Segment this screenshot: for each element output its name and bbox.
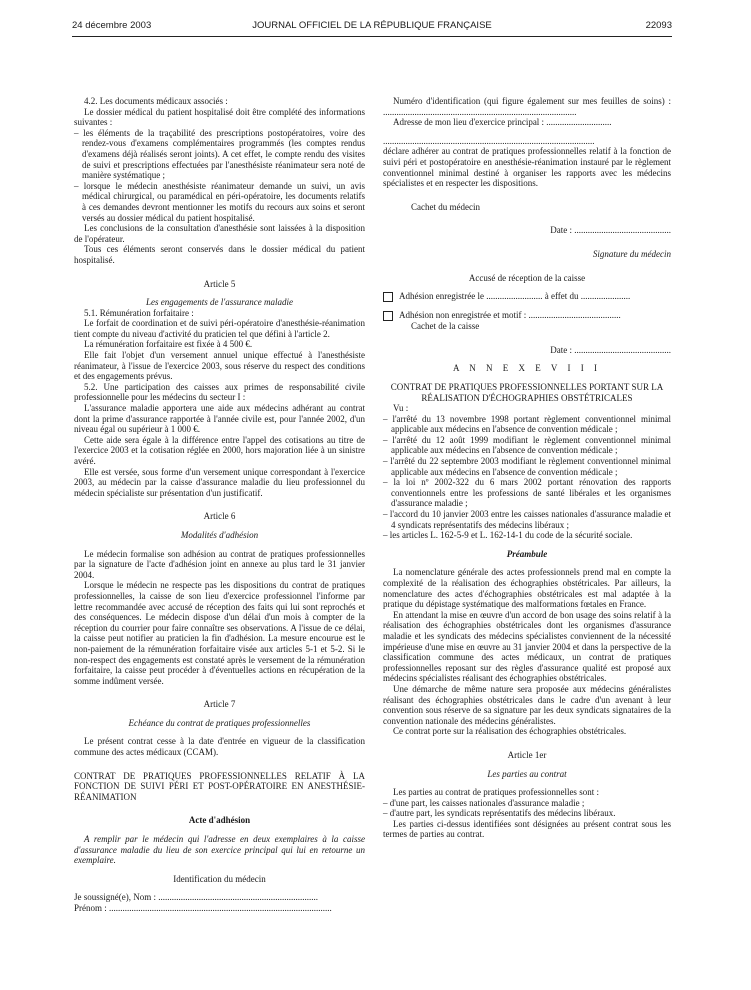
vu-item: – l'arrêté du 22 septembre 2003 modifiant le règlement conventionnel minimal applicable aux médecins en l'absence de convention médicale ; <box>383 456 671 477</box>
paragraph: Lorsque le médecin ne respecte pas les dispositions du contrat de pratiques professionnelles, la caisse de son lieu d'exercice professionnel l'informe par lettre recommandée avec accusé de réception des faits qui lui sont reprochés et des conséquences. Le médecin dispose d'un délai d'un mois à compter de la réception du courrier pour faire connaître ses observations. A l'issue de ce délai, la caisse peut notifier au praticien la fin d'adhésion. La mesure encourue est le non-paiement de la rémunération forfaitaire visée aux articles 5-1 et 5-2. Si le non-respect des engagements est constaté après le versement de la rémunération forfaitaire, la caisse peut procéder à d'éventuelles actions en récupération de la somme indûment versée. <box>74 580 365 686</box>
vu-item: – les articles L. 162-5-9 et L. 162-14-1 du code de la sécurité sociale. <box>383 530 633 541</box>
paragraph: Elle fait l'objet d'un versement annuel unique effectué à l'anesthésiste réanimateur, à l'issue de l'exercice 2003, sous réserve du respect des conditions et des engagements prévus. <box>74 350 365 382</box>
article-6-title: Article 6 <box>203 511 236 522</box>
paragraph: Le médecin formalise son adhésion au contrat de pratiques professionnelles par la signature de l'acte d'adhésion joint en annexe au plus tard le 31 janvier 2004. <box>74 548 365 580</box>
date-field[interactable]: Date : ........................................... <box>550 344 671 355</box>
contract-title: CONTRAT DE PRATIQUES PROFESSIONNELLES RELATIF À LA FONCTION DE SUIVI PÉRI ET POST-OPÉRATOIRE EN ANESTHÉSIE-RÉANIMATION <box>74 770 365 802</box>
nom-field[interactable]: Je soussigné(e), Nom : ....................................................................... <box>74 892 318 903</box>
article-7-title: Article 7 <box>203 699 236 710</box>
article-5-subtitle: Les engagements de l'assurance maladie <box>146 297 293 308</box>
paragraph: Les parties au contrat de pratiques professionnelles sont : <box>393 787 599 798</box>
section-5-1-title: 5.1. Rémunération forfaitaire : <box>84 307 194 318</box>
checkbox-label: Adhésion enregistrée le ......................... à effet du ...................... <box>399 291 631 302</box>
vu-item: – la loi nº 2002-322 du 6 mars 2002 portant rénovation des rapports conventionnels entre les professions de santé libérales et les organismes d'assurance maladie ; <box>383 477 671 509</box>
paragraph: Tous ces éléments seront conservés dans le dossier médical du patient hospitalisé. <box>74 244 365 265</box>
bullet-item: – les éléments de la traçabilité des prescriptions postopératoires, voire des rendez-vous d'examens complémentaires programmés (les comptes rendus d'examens déjà réalisés seront joints). A cet effet, le compte rendu des visites de suivi et prescriptions effectuées par l'anesthésiste réanimateur sera noté de manière systématique ; <box>74 127 365 181</box>
prenom-field[interactable]: Prénom : ................................................................................................... <box>74 903 332 913</box>
adhesion-non-enregistree-option[interactable] <box>383 310 671 321</box>
vu-label: Vu : <box>393 403 409 414</box>
paragraph: Le dossier médical du patient hospitalisé doit être complété des informations suivantes : <box>74 106 365 128</box>
cachet-caisse-label: Cachet de la caisse <box>411 321 480 332</box>
paragraph: Ce contrat porte sur la réalisation des échographies obstétricales. <box>393 726 627 737</box>
paragraph: Une démarche de même nature sera proposée aux médecins généralistes réalisant des échographies obstétricales dans le cadre d'un avenant à leur convention sous réserve de sa signature par les deux syndicats signataires de la convention nationale des médecins généralistes. <box>383 683 671 726</box>
adhesion-enregistree-option[interactable] <box>383 291 671 302</box>
declaration-text: déclare adhérer au contrat de pratiques professionnelles relatif à la fonction de suivi péri et postopératoire en anesthésie-réanimation instauré par le règlement conventionnel minimal destiné à organiser les rapports avec les médecins spécialistes et en respecter les dispositions. <box>383 146 671 189</box>
paragraph: Les conclusions de la consultation d'anesthésie sont laissées à la disposition de l'opérateur. <box>74 223 365 244</box>
annexe-viii-title: A N N E X E V I I I <box>453 363 601 374</box>
adresse-field-line[interactable]: .............................................................................................. <box>383 135 595 146</box>
article-1-title: Article 1er <box>507 749 547 760</box>
header-rule <box>72 36 672 37</box>
acte-adhesion-title: Acte d'adhésion <box>188 815 251 826</box>
cachet-medecin-label: Cachet du médecin <box>411 201 480 212</box>
paragraph: Le présent contrat cesse à la date d'entrée en vigueur de la classification commune des actes médicaux (CCAM). <box>74 736 365 758</box>
paragraph: La rémunération forfaitaire est fixée à 4 500 €. <box>84 339 253 350</box>
vu-item: – l'arrêté du 13 novembre 1998 portant règlement conventionnel minimal applicable aux médecins en l'absence de convention médicale ; <box>383 413 671 435</box>
section-4-2-title: 4.2. Les documents médicaux associés : <box>84 96 228 106</box>
paragraph: Elle est versée, sous forme d'un versement unique correspondant à l'exercice 2003, au médecin par la caisse d'assurance maladie du lieu professionnel du médecin spécialiste sur présentation d'un justificatif. <box>74 466 365 498</box>
paragraph: La nomenclature générale des actes professionnels prend mal en compte la complexité de la réalisation des échographies obstétricales. Par ailleurs, la nomenclature des actes d'échographies obstétricales est mal adaptée à la pratique du dépistage systématique des malformations fœtales en France. <box>383 567 671 610</box>
paragraph: En attendant la mise en œuvre d'un accord de bon usage des soins relatif à la réalisation des échographies obstétricales dont les organismes d'assurance maladie et les syndicats des médecins spécialistes conviennent de la nécessité impérieuse d'une mise en œuvre au 31 janvier 2004 et dans la perspective de la classification commune des actes médicaux, un contrat de pratiques professionnelles reposant sur des règles d'assurance qualité est proposé aux médecins spécialistes réalisant des échographies obstétricales. <box>383 609 671 684</box>
article-7-subtitle: Echéance du contrat de pratiques professionnelles <box>128 717 311 728</box>
numero-field[interactable]: Numéro d'identification (qui figure également sur mes feuilles de soins) : ...................................................................................... <box>383 96 671 117</box>
paragraph: L'assurance maladie apportera une aide aux médecins adhérant au contrat dont la prime d'assurance rapportée à l'année civile est, pour l'année 2002, d'un niveau égal ou supérieur à 1 000 €. <box>74 403 365 435</box>
vu-item: – l'accord du 10 janvier 2003 entre les caisses nationales d'assurance maladie et 4 syndicats représentatifs des médecins libéraux ; <box>383 509 671 530</box>
page-number: 22093 <box>645 20 672 31</box>
paragraph: Les parties ci-dessus identifiées sont désignées au présent contrat sous les termes de parties au contrat. <box>383 818 671 840</box>
accuse-reception-title: Accusé de réception de la caisse <box>468 272 586 283</box>
adresse-field[interactable]: Adresse de mon lieu d'exercice principal : ............................. <box>393 117 612 128</box>
identification-title: Identification du médecin <box>173 873 266 884</box>
acte-instructions: A remplir par le médecin qui l'adresse en deux exemplaires à la caisse d'assurance maladie du lieu de son exercice principal qui lui en retourne un exemplaire. <box>74 834 365 866</box>
right-column <box>383 96 671 840</box>
preambule-title: Préambule <box>506 548 548 559</box>
date-field[interactable]: Date : ........................................... <box>550 225 671 236</box>
annexe-contract-title: CONTRAT DE PRATIQUES PROFESSIONNELLES PORTANT SUR LA RÉALISATION D'ÉCHOGRAPHIES OBSTÉTRICALES <box>390 381 664 403</box>
checkbox-icon[interactable] <box>383 311 393 321</box>
article-1-subtitle: Les parties au contrat <box>487 768 567 779</box>
left-column <box>74 96 365 914</box>
bullet-item: – d'autre part, les syndicats représentatifs des médecins libéraux. <box>383 808 616 819</box>
header-date: 24 décembre 2003 <box>72 20 152 31</box>
paragraph: Cette aide sera égale à la différence entre l'appel des cotisations au titre de l'exercice 2003 et la cotisation réglée en 2000, hors majoration liée à un sinistre avéré. <box>74 434 365 466</box>
checkbox-icon[interactable] <box>383 292 393 302</box>
checkbox-label: Adhésion non enregistrée et motif : ......................................... <box>399 310 621 321</box>
article-6-subtitle: Modalités d'adhésion <box>180 529 259 540</box>
section-5-2: 5.2. Une participation des caisses aux primes de responsabilité civile professionnelle pour les médecins du secteur I : <box>74 381 365 403</box>
bullet-item: – lorsque le médecin anesthésiste réanimateur demande un suivi, un avis médical chirurgical, ou paramédical en péri-opératoire, les documents relatifs à ces demandes devront mentionner les motifs du recours aux soins et seront versés au dossier médical du patient hospitalisé. <box>74 180 365 223</box>
journal-title: JOURNAL OFFICIEL DE LA RÉPUBLIQUE FRANÇAISE <box>252 20 492 31</box>
paragraph: Le forfait de coordination et de suivi péri-opératoire d'anesthésie-réanimation tient compte du niveau d'activité du praticien tel que défini à l'article 2. <box>74 318 365 339</box>
vu-item: – l'arrêté du 12 août 1999 modifiant le règlement conventionnel minimal applicable aux médecins en l'absence de convention médicale ; <box>383 434 671 456</box>
signature-label: Signature du médecin <box>592 248 671 259</box>
bullet-item: – d'une part, les caisses nationales d'assurance maladie ; <box>383 797 585 808</box>
page-header <box>72 20 672 34</box>
article-5-title: Article 5 <box>203 278 236 289</box>
